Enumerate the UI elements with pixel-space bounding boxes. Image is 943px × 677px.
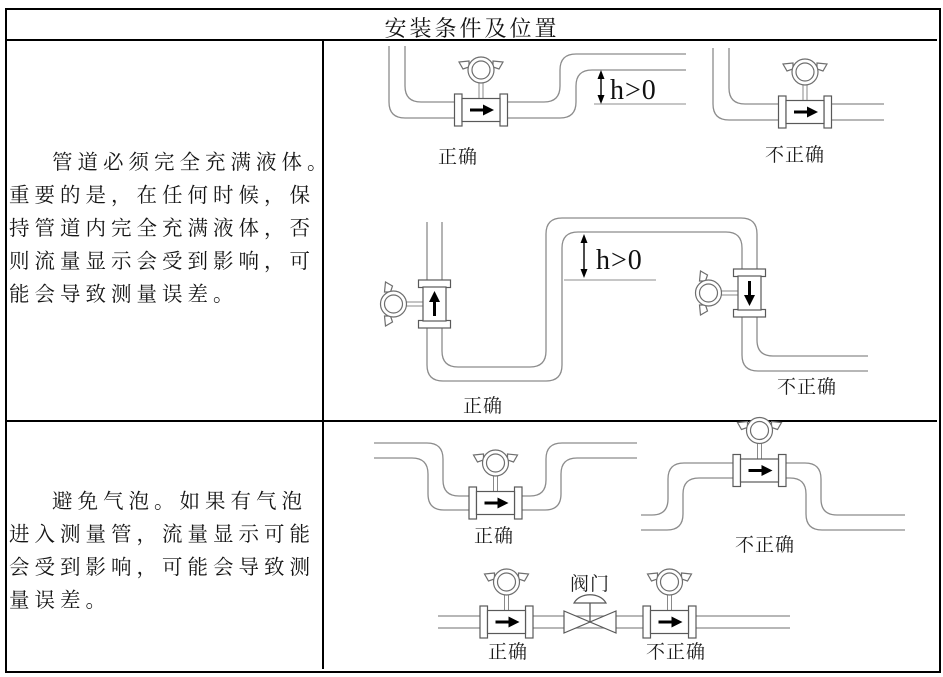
dimension-arrow	[598, 70, 605, 104]
flowmeter-icon	[696, 269, 766, 317]
flowmeter-icon	[469, 450, 522, 519]
text-line: 避免气泡。如果有气泡	[52, 491, 307, 513]
diagram-incorrect-down-flow	[696, 269, 869, 398]
text-line: 则流量显示会受到影响，可	[9, 251, 315, 273]
flowmeter-icon	[381, 280, 451, 328]
height-annotation: h>0	[596, 245, 643, 276]
text-line: 进入测量管，流量显示可能	[9, 524, 315, 546]
incorrect-label: 不正确	[645, 642, 707, 663]
valve-label: 阀门	[569, 574, 611, 595]
text-line: 能会导致测量误差。	[9, 284, 239, 306]
height-annotation: h>0	[610, 75, 657, 106]
text-line: 量误差。	[9, 590, 111, 612]
diagram-correct-raised-outlet	[389, 46, 686, 168]
text-line: 持管道内完全充满液体，否	[9, 218, 315, 240]
diagram-correct-riser-up-flow	[381, 218, 758, 417]
flowmeter-icon	[480, 569, 533, 638]
flowmeter-icon	[779, 59, 832, 128]
correct-label: 正确	[473, 526, 515, 547]
flowmeter-icon	[733, 418, 786, 487]
text-line: 重要的是，在任何时候，保	[9, 185, 315, 207]
flowmeter-icon	[643, 569, 696, 638]
dimension-arrow	[581, 234, 588, 278]
flowmeter-icon	[455, 57, 508, 126]
incorrect-label: 不正确	[776, 377, 838, 398]
correct-label: 正确	[462, 396, 504, 417]
diagram-incorrect-high-point	[641, 418, 905, 557]
incorrect-label: 不正确	[734, 535, 796, 556]
pipe	[641, 478, 905, 530]
correct-label: 正确	[437, 147, 479, 168]
text-line: 会受到影响，可能会导致测	[9, 557, 315, 579]
diagram-correct-low-point	[374, 443, 637, 547]
correct-label: 正确	[487, 642, 529, 663]
pipe	[427, 222, 442, 286]
diagram-incorrect-open-outlet	[713, 48, 884, 166]
diagram-valve-line	[438, 569, 790, 663]
incorrect-label: 不正确	[764, 145, 826, 166]
text-line: 管道必须完全充满液体。	[52, 152, 333, 174]
pipe	[757, 316, 868, 356]
pipe	[742, 316, 868, 371]
table-title: 安装条件及位置	[384, 16, 560, 41]
valve-icon	[564, 595, 616, 633]
